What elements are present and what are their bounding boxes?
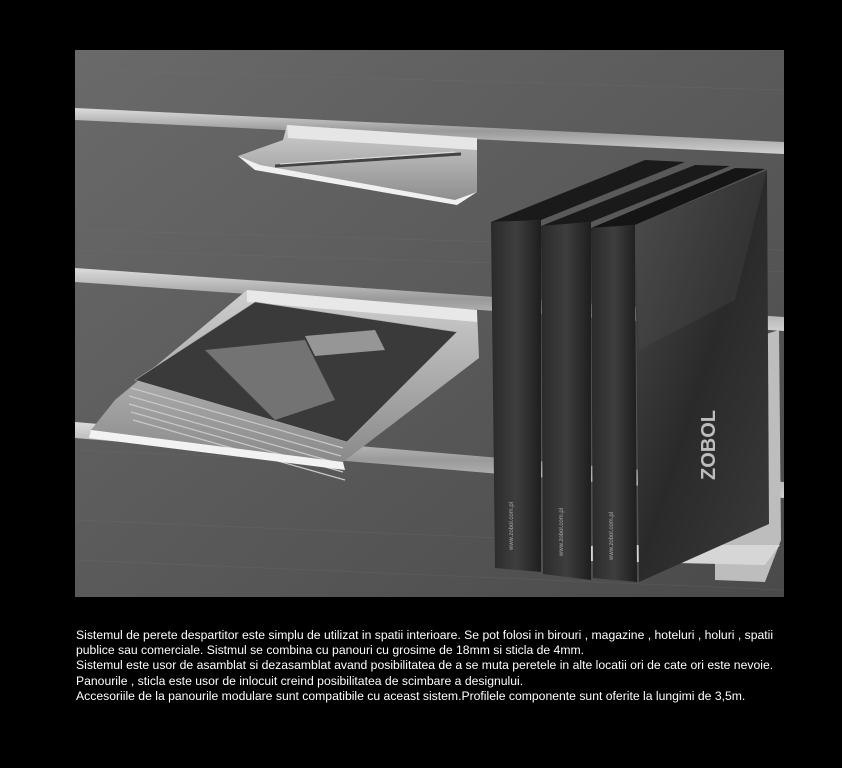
binder-logo: ZOBOL bbox=[698, 410, 720, 480]
description-paragraph: Sistemul de perete despartitor este simplu de utilizat in spatii interioare. Se pot folosi in birouri , magazine , hoteluri , holuri , spatii publice sau comerciale. Sistmul se combina cu panouri cu grosime de 18mm si sticla de 4mm. bbox=[76, 628, 774, 658]
binders bbox=[491, 160, 769, 582]
description-paragraph: Accesoriile de la panourile modulare sunt compatibile cu aceast sistem.Profilele componente sunt oferite la lungimi de 3,5m. bbox=[76, 688, 746, 703]
binder-spine-url: www.zobol.com.pl bbox=[509, 501, 515, 550]
product-description bbox=[76, 628, 796, 704]
binder-spine-url: www.zobol.com.pl bbox=[609, 511, 615, 560]
description-paragraph: Sistemul este usor de asamblat si dezasamblat avand posibilitatea de a se muta peretele in alte locatii ori de cate ori este nevoie. Panourile , sticla este usor de inlocuit creind posibilitatea de scimbare a designului. bbox=[76, 658, 774, 688]
product-photo bbox=[75, 50, 784, 597]
binder-spine-url: www.zobol.com.pl bbox=[559, 507, 565, 556]
